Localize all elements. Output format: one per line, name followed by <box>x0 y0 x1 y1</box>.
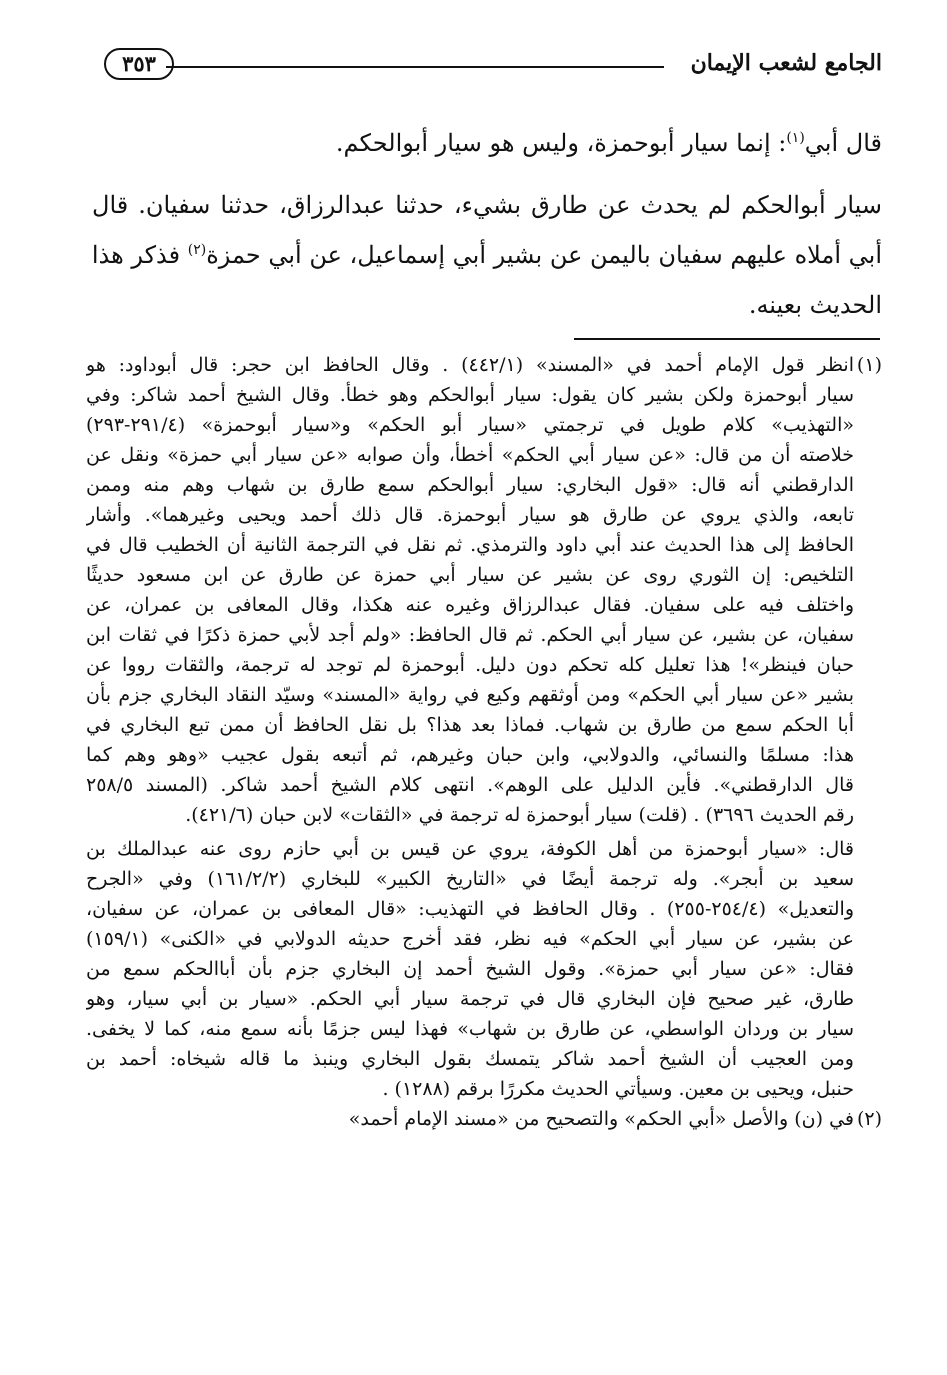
text-run: قال أبي <box>804 129 882 157</box>
text-run: أبي أملاه عليهم سفيان باليمن عن بشير أبي إسماعيل، عن أبي حمزة <box>206 241 882 269</box>
footnote-line: حنبل، ويحيى بن معين. وسيأتي الحديث مكررًا برقم (١٢٨٨) . <box>382 1078 854 1100</box>
footnote-line: تابعه، والذي يروي عن طارق هو سيار أبوحمزة. قال ذلك أحمد ويحيى وغيرهما». وأشار <box>86 504 854 526</box>
footnote-label: (٢) <box>856 1108 882 1130</box>
footnote-ref-1: (١) <box>786 130 805 146</box>
footnotes <box>86 350 882 1134</box>
footnote-line: ومن العجيب أن الشيخ أحمد شاكر يتمسك بقول البخاري وينبذ ما قاله شيخاه: أحمد بن <box>86 1048 854 1070</box>
footnote-line: حبان فينظر»! هذا تعليل كله تحكم دون دليل. أبوحمزة لم توجد له ترجمة، والثقات رووا عن <box>86 654 854 676</box>
footnote-line: الحافظ إلى هذا الحديث عند أبي داود والترمذي. ثم نقل في الترجمة الثانية أن الخطيب قال في <box>86 534 854 556</box>
running-title: الجامع لشعب الإيمان <box>690 50 882 76</box>
text-run: انظر قول الإمام أحمد في «المسند» (٤٤٢/١) . وقال الحافظ ابن حجر: قال أبوداود: هو <box>86 354 854 376</box>
page-header <box>96 46 882 98</box>
footnote-line: واختلف فيه على سفيان. فقال عبدالرزاق وغيره عنه هكذا، وقال المعافى بن عمران، عن <box>86 594 854 616</box>
footnote-line: والتعديل» (٢٥٤/٤-٢٥٥) . وقال الحافظ في التهذيب: «قال المعافى بن عمران، عن سفيان، <box>86 898 854 920</box>
footnote-line <box>86 1104 882 1134</box>
footnote-line: سفيان، عن بشير، عن سيار أبي الحكم. ثم قال الحافظ: «ولم أجد لأبي حمزة ذكرًا في ثقات ابن <box>86 624 854 646</box>
footnote-line: هذا: مسلمًا والنسائي، والدولابي، وابن حبان وغيرهم، ثم أتبعه بقول عجيب «وهو وهم كما <box>86 744 854 766</box>
main-line: سيار أبوالحكم لم يحدث عن طارق بشيء، حدثنا عبدالرزاق، حدثنا سفيان. قال <box>92 191 882 219</box>
footnote-ref-2: (٢) <box>187 242 207 258</box>
footnote-1 <box>86 350 882 830</box>
footnote-line: قال: «سيار أبوحمزة من أهل الكوفة، يروي عن قيس بن أبي حازم روى عنه عبدالملك بن <box>86 838 854 860</box>
footnote-2 <box>86 1104 882 1134</box>
footnote-1-continuation <box>86 834 882 1104</box>
footnote-line: سيار أبوحمزة ولكن بشير كان يقول: سيار أبوالحكم وهو خطأ. وقال الشيخ أحمد شاكر: وفي <box>86 384 854 406</box>
footnote-line: أبا الحكم سمع من طارق بن شهاب. فماذا بعد هذا؟ بل نقل الحافظ أن ممن تبع البخاري في <box>86 714 854 736</box>
footnote-line: طارق، غير صحيح فإن البخاري قال في ترجمة سيار أبي الحكم. «سيار بن أبي سيار، وهو <box>86 988 854 1010</box>
footnote-line: التلخيص: إن الثوري روى عن بشير عن سيار أبي حمزة عن طارق عن ابن مسعود حديثًا <box>86 564 854 586</box>
footnote-label: (١) <box>856 354 882 376</box>
footnote-line: «التهذيب» كلام طويل في ترجمتي «سيار أبو الحكم» و«سيار أبوحمزة» (٢٩١/٤-٢٩٣) <box>86 414 854 436</box>
footnote-line: فقال: «عن سيار أبي حمزة». وقول الشيخ أحمد إن البخاري جزم بأن أباالحكم سمع من <box>86 958 854 980</box>
text-run: : إنما سيار أبوحمزة، وليس هو سيار أبوالحكم. <box>335 129 787 157</box>
footnote-separator <box>574 338 880 340</box>
main-line <box>92 118 882 168</box>
footnote-line: خلاصته أن من قال: «عن سيار أبي الحكم» أخطأ، وأن صوابه «عن سيار أبي حمزة» ونقل عن <box>86 444 854 466</box>
page-number: ٣٥٣ <box>104 48 174 80</box>
footnote-line <box>86 350 882 380</box>
header-rule <box>166 66 664 68</box>
footnote-line: رقم الحديث ٣٦٩٦) . (قلت) سيار أبوحمزة له ترجمة في «الثقات» لابن حبان (٤٢١/٦). <box>185 804 854 826</box>
footnote-line: سيار بن وردان الواسطي، عن طارق بن شهاب» فهذا ليس جزمًا بأنه سمع منه، كما لا يخفى. <box>86 1018 854 1040</box>
text-run: فذكر هذا <box>92 241 188 269</box>
footnote-line: بشير «عن سيار أبي الحكم» ومن أوثقهم وكيع في رواية «المسند» وسيّد النقاد البخاري جزم بأن <box>86 684 854 706</box>
main-line <box>92 230 882 280</box>
main-paragraph-2 <box>92 180 882 330</box>
main-line: الحديث بعينه. <box>748 291 882 319</box>
footnote-line: سعيد بن أبجر». وله ترجمة أيضًا في «التاريخ الكبير» للبخاري (١٦١/٢/٢) وفي «الجرح <box>86 868 854 890</box>
footnote-line: عن بشير، عن سيار أبي الحكم» فيه نظر، فقد أخرج حديثه الدولابي في «الكنى» (١٥٩/١) <box>86 928 854 950</box>
main-paragraph-1 <box>92 118 882 168</box>
footnote-line: الدارقطني أنه قال: «قول البخاري: سيار أبوالحكم سمع طارق بن شهاب وهم منه وممن <box>86 474 854 496</box>
footnote-line: قال الدارقطني». فأين الدليل على الوهم». انتهى كلام الشيخ أحمد شاكر. (المسند ٢٥٨/٥ <box>86 774 854 796</box>
text-run: في (ن) والأصل «أبي الحكم» والتصحيح من «مسند الإمام أحمد» <box>348 1108 854 1130</box>
